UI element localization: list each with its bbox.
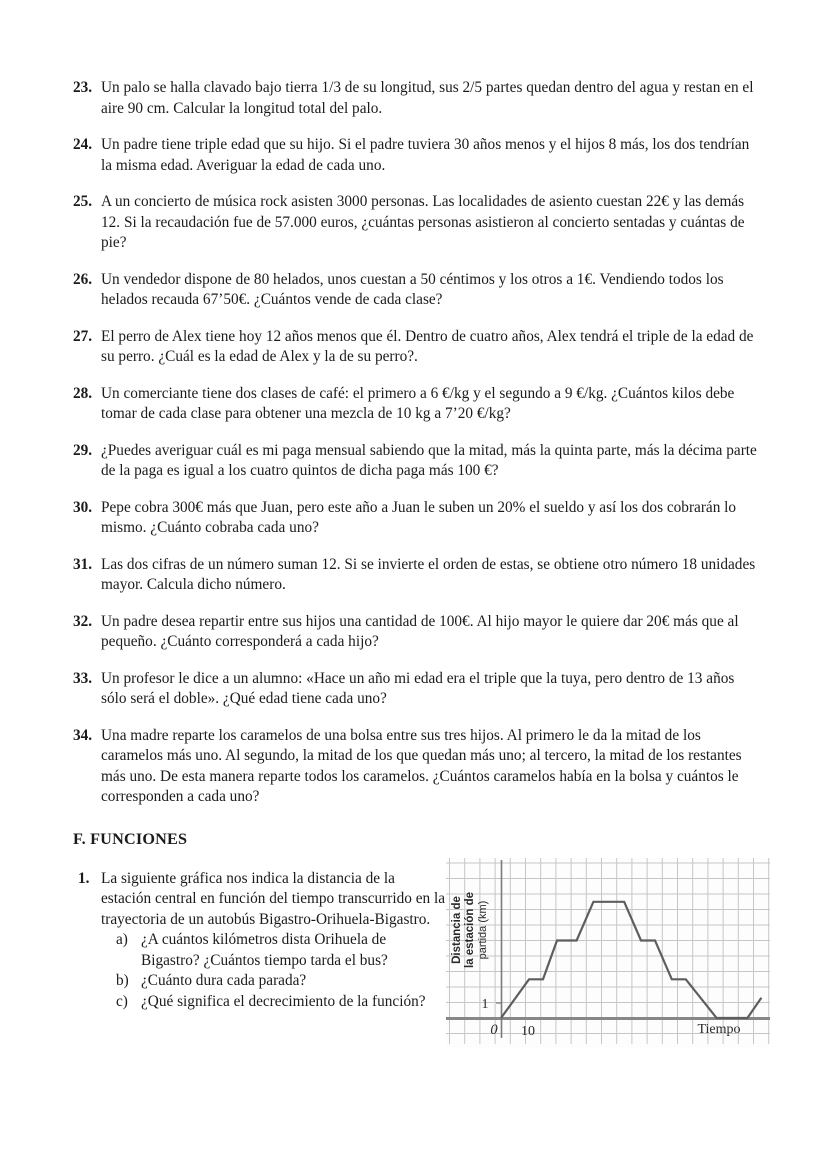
problem-number: 30. (73, 498, 93, 516)
problem-text: Un profesor le dice a un alumno: «Hace un año mi edad era el triple que la tuya, pero dentro de 13 años sólo será el doble». ¿Qué edad tiene cada uno? (101, 669, 735, 707)
problem-text: Un palo se halla clavado bajo tierra 1/3 de su longitud, sus 2/5 partes quedan dentro del agua y restan en el aire 90 cm. Calcular la longitud total del palo. (101, 79, 754, 117)
problem-subitem (101, 992, 446, 1013)
problem-number: 28. (73, 384, 93, 402)
problem-text: La siguiente gráfica nos indica la distancia de la estación central en función del tiempo transcurrido en la trayectoria de un autobús Bigastro-Orihuela-Bigastro. (101, 869, 446, 928)
problems-list (73, 78, 765, 808)
section-heading: F. FUNCIONES (73, 829, 188, 848)
subitem-text: ¿A cuántos kilómetros dista Orihuela de Bigastro? ¿Cuántos tiempo tarda el bus? (141, 931, 388, 969)
problem-number: 31. (73, 555, 93, 573)
worksheet-content (73, 78, 765, 1049)
y-tick-label-1: 1 (481, 996, 489, 1012)
problem-subitem (101, 930, 446, 971)
graph-gridlines (446, 858, 770, 1044)
problem-subitem (101, 971, 446, 992)
problem-item (73, 726, 765, 808)
problem-item (73, 78, 765, 119)
problem-text: A un concierto de música rock asisten 3000 personas. Las localidades de asiento cuestan 22€ y las demás 12. Si la recaudación fue de 57.000 euros, ¿cuántas personas asistieron al concierto sentadas y cuántas de pie? (101, 193, 745, 251)
problem-number: 24. (73, 136, 93, 153)
x-axis-title: Tiempo (697, 1021, 741, 1037)
problem-item (73, 555, 765, 596)
x-tick-label-0: 0 (490, 1021, 498, 1038)
problem-item (73, 384, 765, 425)
distance-time-graph-svg (446, 858, 770, 1044)
subitem-label: b) (116, 972, 129, 990)
problem-item (73, 135, 765, 176)
problem-text: Las dos cifras de un número suman 12. Si se invierte el orden de estas, se obtiene otro número 18 unidades mayor. Calcula dicho número. (101, 555, 756, 593)
subitem-label: a) (116, 931, 128, 949)
problem-item (73, 270, 765, 311)
problem-item (73, 669, 765, 710)
problem-item (73, 498, 765, 539)
problem-text: Un comerciante tiene dos clases de café: el primero a 6 €/kg y el segundo a 9 €/kg. ¿Cuántos kilos debe tomar de cada clase para obtener una mezcla de 10 kg a 7’20 €/kg? (101, 384, 735, 422)
y-axis-title-line2: la estación de (464, 891, 476, 968)
problem-number: 1. (78, 869, 90, 887)
problem-number: 33. (73, 669, 93, 687)
distance-time-graph (446, 858, 770, 1049)
subitems-list (101, 930, 446, 1012)
y-axis-title-line3: partida (km) (477, 900, 489, 959)
problem-text: El perro de Alex tiene hoy 12 años menos que él. Dentro de cuatro años, Alex tendrá el triple de la edad de su perro. ¿Cuál es la edad de Alex y la de su perro?. (101, 327, 754, 365)
problem-number: 29. (73, 441, 93, 459)
problem-text: Una madre reparte los caramelos de una bolsa entre sus tres hijos. Al primero le da la mitad de los caramelos más uno. Al segundo, la mitad de los que quedan más uno; al tercero, la mitad de los restantes más uno. De esta manera reparte todos los caramelos. ¿Cuántos caramelos había en la bolsa y cuántos le corresponden a cada uno? (101, 726, 742, 805)
x-tick-label-10: 10 (521, 1023, 535, 1039)
problem-text: ¿Puedes averiguar cuál es mi paga mensual sabiendo que la mitad, más la quinta parte, más la décima parte de la paga es igual a los cuatro quintos de dicha paga más 100 €? (101, 441, 757, 479)
bus-distance-curve (501, 901, 761, 1017)
problem-item (73, 327, 765, 368)
problem-item-1 (73, 869, 446, 1013)
problem-item (73, 612, 765, 653)
problem-number: 25. (73, 193, 93, 210)
y-axis-title-line1: Distancia de (451, 895, 463, 964)
problem-item (73, 441, 765, 482)
problem-number: 23. (73, 79, 93, 96)
funciones-row (73, 869, 765, 1049)
problem-number: 34. (73, 726, 93, 744)
subitem-text: ¿Cuánto dura cada parada? (141, 972, 307, 990)
problem-item (73, 192, 765, 254)
problem-number: 27. (73, 327, 93, 345)
problem-text: Pepe cobra 300€ más que Juan, pero este año a Juan le suben un 20% el sueldo y así los dos cobrarán lo mismo. ¿Cuánto cobraba cada uno? (101, 498, 737, 536)
problem-number: 32. (73, 612, 93, 630)
subitem-label: c) (116, 993, 128, 1011)
problem-number: 26. (73, 270, 93, 288)
subitem-text: ¿Qué significa el decrecimiento de la función? (141, 993, 426, 1011)
problem-text: Un vendedor dispone de 80 helados, unos cuestan a 50 céntimos y los otros a 1€. Vendiendo todos los helados recauda 67’50€. ¿Cuántos vende de cada clase? (101, 270, 724, 308)
problem-text: Un padre desea repartir entre sus hijos una cantidad de 100€. Al hijo mayor le quiere dar 20€ más que al pequeño. ¿Cuánto corresponderá a cada hijo? (101, 612, 739, 650)
problem-text: Un padre tiene triple edad que su hijo. Si el padre tuviera 30 años menos y el hijos 8 más, los dos tendrían la misma edad. Averiguar la edad de cada uno. (101, 136, 750, 174)
